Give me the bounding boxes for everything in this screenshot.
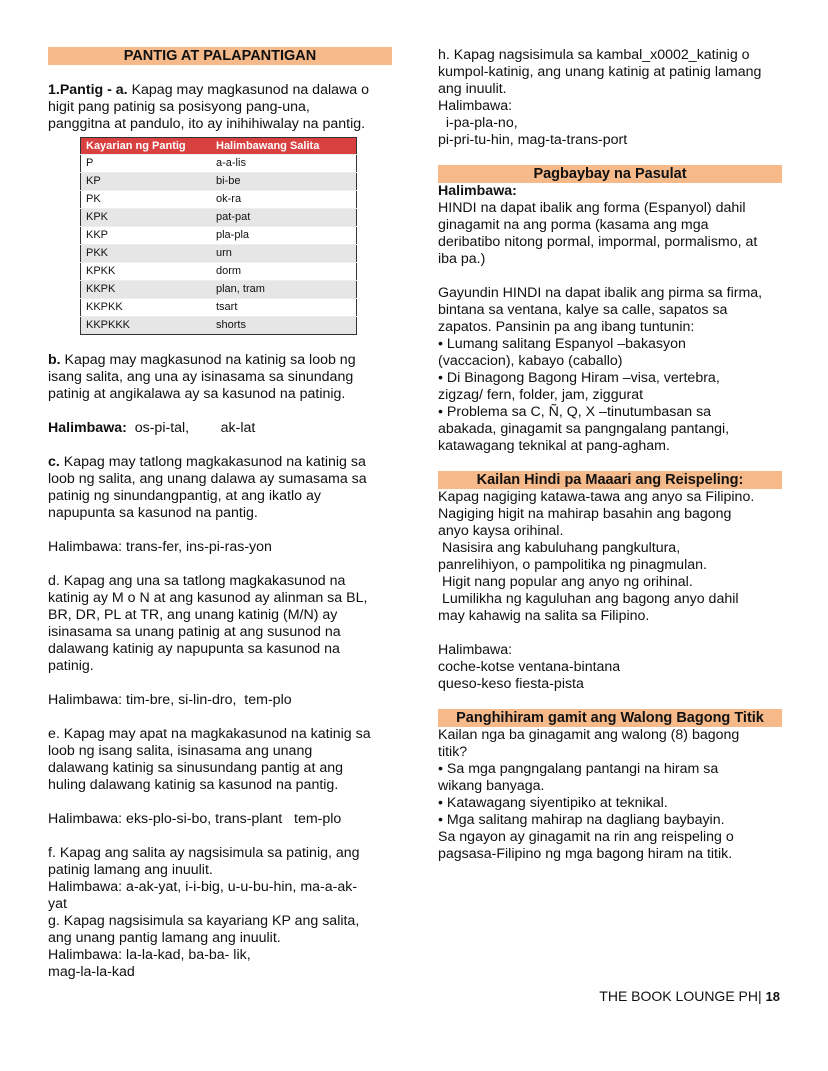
walong-titik-line: Sa ngayon ay ginagamit na rin ang reispeling o [438,829,734,845]
rule-c-line: napupunta sa kasunod na pantig. [48,505,258,521]
reispeling-line: Nagiging higit na mahirap basahin ang bagong [438,506,732,522]
table-row [81,299,357,317]
rule-c-label: c. [48,454,60,470]
rule-b-text: Kapag may magkasunod na katinig sa loob ng [60,352,356,368]
walong-titik-line: wikang banyaga. [438,778,545,794]
rule-g-line: Halimbawa: la-la-kad, ba-ba- lik, [48,947,251,963]
table-cell: KPKK [81,263,212,281]
table-row [81,173,357,191]
rule-h-line: Halimbawa: [438,98,513,114]
rule-d-line: dalawang katinig ay napupunta sa kasunod na [48,641,340,657]
rule-a-line: panggitna at pandulo, ito ay inihihiwalay na pantig. [48,116,366,132]
table-cell: pat-pat [211,209,357,227]
footer-separator: | [758,988,766,1004]
rule-h-line: h. Kapag nagsisimula sa kambal_x0002_katinig o [438,47,750,63]
reispeling-line: may kahawig na salita sa Filipino. [438,608,650,624]
table-cell: KKPK [81,281,212,299]
table-cell: PK [81,191,212,209]
rule-d-example: Halimbawa: tim-bre, si-lin-dro, tem-plo [48,692,292,708]
example-text: os-pi-tal, ak-lat [126,420,256,436]
table-cell: pla-pla [211,227,357,245]
table-cell: dorm [211,263,357,281]
rule-e-line: huling dalawang katinig sa kasunod na pantig. [48,777,339,793]
footer-brand: THE BOOK LOUNGE PH [599,988,758,1004]
rule-g-line: mag-la-la-kad [48,964,135,980]
rule-g-line: g. Kapag nagsisimula sa kayariang KP ang salita, [48,913,360,929]
reispeling-example-line: queso-keso fiesta-pista [438,676,584,692]
rule-b-label: b. [48,352,61,368]
rule-h-line: pi-pri-tu-hin, mag-ta-trans-port [438,132,628,148]
rule-e-example: Halimbawa: eks-plo-si-bo, trans-plant tem-plo [48,811,342,827]
table-cell: KKP [81,227,212,245]
table-row [81,191,357,209]
rule-f-line: Halimbawa: a-ak-yat, i-i-big, u-u-bu-hin, ma-a-ak- [48,879,358,895]
rule-h-line: i-pa-pla-no, [438,115,518,131]
rule-c-line: patinig ng sinundangpantig, at ang ikatlo ay [48,488,321,504]
rule-e-line: loob ng isang salita, isinasama ang unang [48,743,313,759]
table-cell: KKPKK [81,299,212,317]
rule-f-line: yat [48,896,67,912]
rule-c-text: Kapag may tatlong magkakasunod na katinig sa [59,454,366,470]
rule-d-line: katinig ay M o N at ang kasunod ay alinman sa BL, [48,590,368,606]
pagbaybay-p2-line: • Di Binagong Bagong Hiram –visa, vertebra, [438,370,720,386]
table-row [81,317,357,335]
table-row [81,245,357,263]
table-row [81,281,357,299]
pagbaybay-p2-line: abakada, ginagamit sa pangngalang pantangi, [438,421,730,437]
table-cell: bi-be [211,173,357,191]
section-title-walong-titik: Panghihiram gamit ang Walong Bagong Titik [438,709,782,727]
rule-a-intro [48,82,392,99]
rule-a-line: higit pang patinig sa posisyong pang-una, [48,99,310,115]
reispeling-line: anyo kaysa orihinal. [438,523,564,539]
example-label: Halimbawa: [48,420,127,436]
rule-f-line: f. Kapag ang salita ay nagsisimula sa patinig, ang [48,845,360,861]
pagbaybay-p2-line: • Lumang salitang Espanyol –bakasyon [438,336,686,352]
table-cell: ok-ra [211,191,357,209]
table-cell: a-a-lis [211,155,357,173]
reispeling-line: Kapag nagiging katawa-tawa ang anyo sa Filipino. [438,489,755,505]
walong-titik-line: • Katawagang siyentipiko at teknikal. [438,795,668,811]
reispeling-example-line: Halimbawa: [438,642,513,658]
rule-b-line: patinig at angikalawa ay sa kasunod na patinig. [48,386,346,402]
reispeling-example-line: coche-kotse ventana-bintana [438,659,621,675]
table-row [81,227,357,245]
rule-d-line: isinasama sa unang patinig at ang susunod na [48,624,341,640]
reispeling-line: Nasisira ang kabuluhang pangkultura, [438,540,681,556]
pagbaybay-p2-line: zapatos. Pansinin pa ang ibang tuntunin: [438,319,695,335]
pagbaybay-p2-line: (vaccacion), kabayo (caballo) [438,353,623,369]
rule-c-intro [48,454,392,471]
table-cell: shorts [211,317,357,335]
pagbaybay-p2-line: bintana sa ventana, kalye sa calle, sapatos sa [438,302,728,318]
pagbaybay-p2-line: Gayundin HINDI na dapat ibalik ang pirma sa firma, [438,285,763,301]
pagbaybay-p1-line: iba pa.) [438,251,486,267]
table-cell: PKK [81,245,212,263]
syllable-table [80,137,357,335]
rule-e-line: dalawang katinig sa sinusundang pantig at ang [48,760,344,776]
section-title-pagbaybay: Pagbaybay na Pasulat [438,165,782,183]
table-cell: KP [81,173,212,191]
rule-c-line: loob ng salita, ang unang dalawa ay sumasama sa [48,471,367,487]
rule-a-text: Kapag may magkasunod na dalawa o [127,82,369,98]
table-cell: urn [211,245,357,263]
left-column [48,47,392,981]
rule-h-line: ang inuulit. [438,81,507,97]
walong-titik-line: titik? [438,744,468,760]
walong-titik-line: • Sa mga pangngalang pantangi na hiram sa [438,761,719,777]
rule-b-intro [48,352,392,369]
rule-c-example: Halimbawa: trans-fer, ins-pi-ras-yon [48,539,272,555]
table-row [81,209,357,227]
pagbaybay-p2-line: katawagang teknikal at pang-agham. [438,438,670,454]
table-header-row [81,138,357,155]
section-title-pantig: PANTIG AT PALAPANTIGAN [48,47,392,65]
table-row [81,155,357,173]
reispeling-line: Lumilikha ng kaguluhan ang bagong anyo dahil [438,591,739,607]
table-header: Kayarian ng Pantig [81,138,212,155]
table-row [81,263,357,281]
page-number: 18 [765,989,780,1004]
table-cell: KKPKKK [81,317,212,335]
example-label: Halimbawa: [438,183,517,199]
rule-d-line: patinig. [48,658,94,674]
reispeling-line: Higit nang popular ang anyo ng orihinal. [438,574,693,590]
walong-titik-line: pagsasa-Filipino ng mga bagong hiram na titik. [438,846,733,862]
rule-f-line: patinig lamang ang inuulit. [48,862,213,878]
section-title-reispeling: Kailan Hindi pa Maaari ang Reispeling: [438,471,782,489]
table-cell: plan, tram [211,281,357,299]
rule-d-line: d. Kapag ang una sa tatlong magkakasunod na [48,573,346,589]
table-header: Halimbawang Salita [211,138,357,155]
walong-titik-line: • Mga salitang mahirap na dagliang baybayin. [438,812,725,828]
reispeling-line: panrelihiyon, o pampolitika ng pinagmulan. [438,557,707,573]
rule-g-line: ang unang pantig lamang ang inuulit. [48,930,281,946]
pagbaybay-p1-line: HINDI na dapat ibalik ang forma (Espanyol) dahil [438,200,746,216]
rule-b-line: isang salita, ang una ay isinasama sa sinundang [48,369,354,385]
table-cell: KPK [81,209,212,227]
pagbaybay-p2-line: zigzag/ fern, folder, jam, ziggurat [438,387,644,403]
walong-titik-line: Kailan nga ba ginagamit ang walong (8) bagong [438,727,740,743]
pagbaybay-p1-line: ginagamit na ang porma (kasama ang mga [438,217,709,233]
right-column [438,47,782,863]
rule-h-line: kumpol-katinig, ang unang katinig at patinig lamang [438,64,762,80]
rule-e-line: e. Kapag may apat na magkakasunod na katinig sa [48,726,371,742]
pagbaybay-p2-line: • Problema sa C, Ñ, Q, X –tinutumbasan sa [438,404,712,420]
rule-b-example [48,420,392,437]
page-footer [599,988,780,1004]
pagbaybay-p1-line: deribatibo nitong pormal, impormal, pormalismo, at [438,234,758,250]
rule-a-label: 1.Pantig - a. [48,82,128,98]
rule-d-line: BR, DR, PL at TR, ang unang katinig (M/N) ay [48,607,338,623]
table-cell: P [81,155,212,173]
table-cell: tsart [211,299,357,317]
